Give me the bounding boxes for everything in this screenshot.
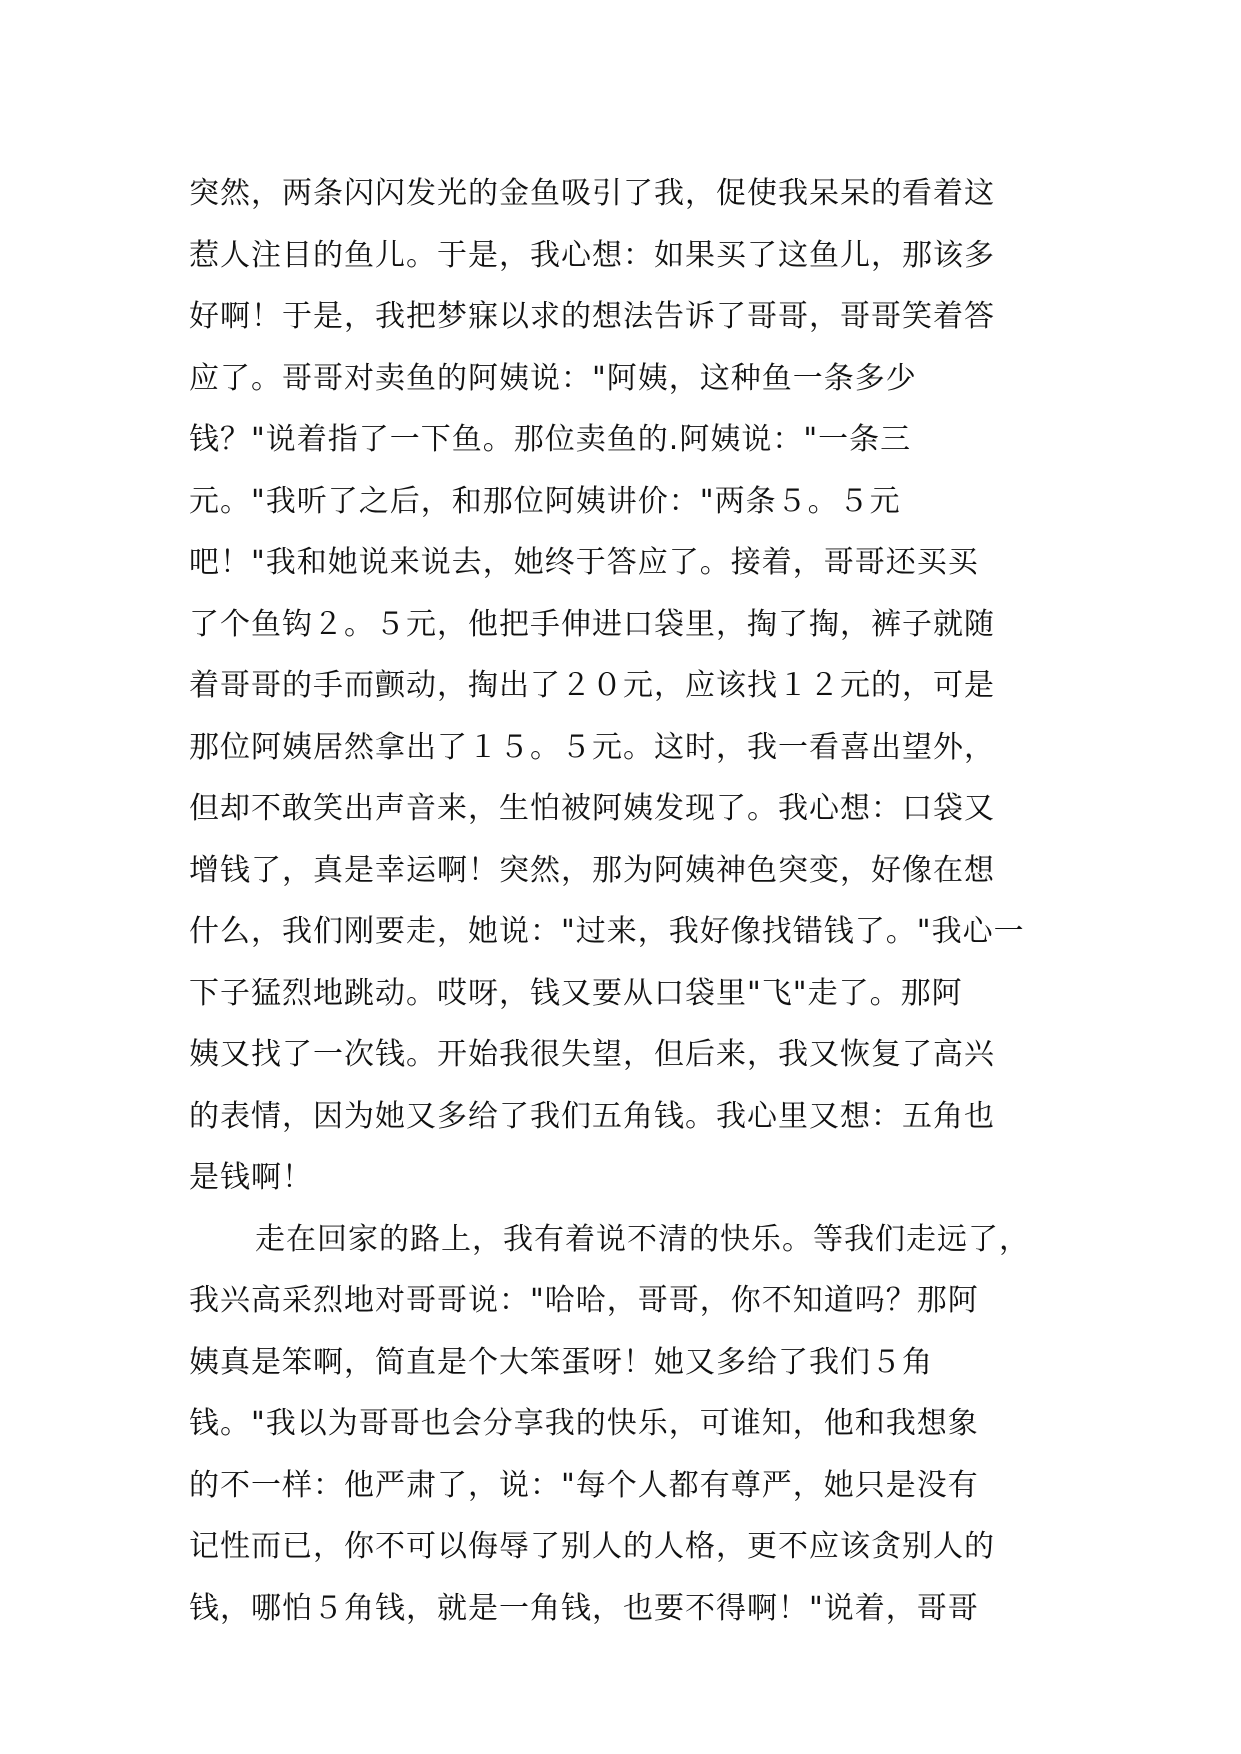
text-line: 我兴高采烈地对哥哥说："哈哈，哥哥，你不知道吗？那阿 (189, 1283, 979, 1318)
text-line: 钱？"说着指了一下鱼。那位卖鱼的.阿姨说："一条三 (189, 422, 912, 457)
text-line: 什么，我们刚要走，她说："过来，我好像找错钱了。"我心一 (189, 914, 1025, 949)
body-text (189, 163, 1069, 1639)
paragraph-start-line: 走在回家的路上，我有着说不清的快乐。等我们走远了， (255, 1221, 1030, 1257)
text-line: 着哥哥的手而颤动，掏出了２０元，应该找１２元的，可是 (189, 668, 995, 703)
text-line: 的表情，因为她又多给了我们五角钱。我心里又想：五角也 (189, 1098, 995, 1134)
text-line: 吧！"我和她说来说去，她终于答应了。接着，哥哥还买买 (189, 545, 979, 580)
text-line: 下子猛烈地跳动。哎呀，钱又要从口袋里"飞"走了。那阿 (189, 975, 963, 1011)
text-line: 姨又找了一次钱。开始我很失望，但后来，我又恢复了高兴 (189, 1037, 995, 1072)
text-line: 姨真是笨啊，简直是个大笨蛋呀！她又多给了我们５角 (189, 1344, 933, 1380)
text-line: 那位阿姨居然拿出了１５。５元。这时，我一看喜出望外， (189, 729, 995, 765)
text-line: 钱，哪怕５角钱，就是一角钱，也要不得啊！"说着，哥哥 (189, 1590, 979, 1626)
text-line: 惹人注目的鱼儿。于是，我心想：如果买了这鱼儿，那该多 (189, 237, 995, 273)
text-line: 了个鱼钩２。５元，他把手伸进口袋里，掏了掏，裤子就随 (189, 606, 995, 642)
text-line: 应了。哥哥对卖鱼的阿姨说："阿姨，这种鱼一条多少 (189, 360, 917, 396)
text-line: 好啊！于是，我把梦寐以求的想法告诉了哥哥，哥哥笑着答 (189, 299, 995, 334)
text-line: 是钱啊！ (189, 1160, 313, 1195)
text-line: 钱。"我以为哥哥也会分享我的快乐，可谁知，他和我想象 (189, 1406, 979, 1441)
text-line: 元。"我听了之后，和那位阿姨讲价："两条５。５元 (189, 483, 901, 519)
text-line: 但却不敢笑出声音来，生怕被阿姨发现了。我心想：口袋又 (189, 791, 995, 826)
text-line: 记性而已，你不可以侮辱了别人的人格，更不应该贪别人的 (189, 1529, 995, 1564)
text-line: 的不一样：他严肃了，说："每个人都有尊严，她只是没有 (189, 1467, 979, 1503)
text-line: 增钱了，真是幸运啊！突然，那为阿姨神色突变，好像在想 (189, 852, 995, 888)
text-line: 突然，两条闪闪发光的金鱼吸引了我，促使我呆呆的看着这 (189, 176, 995, 211)
